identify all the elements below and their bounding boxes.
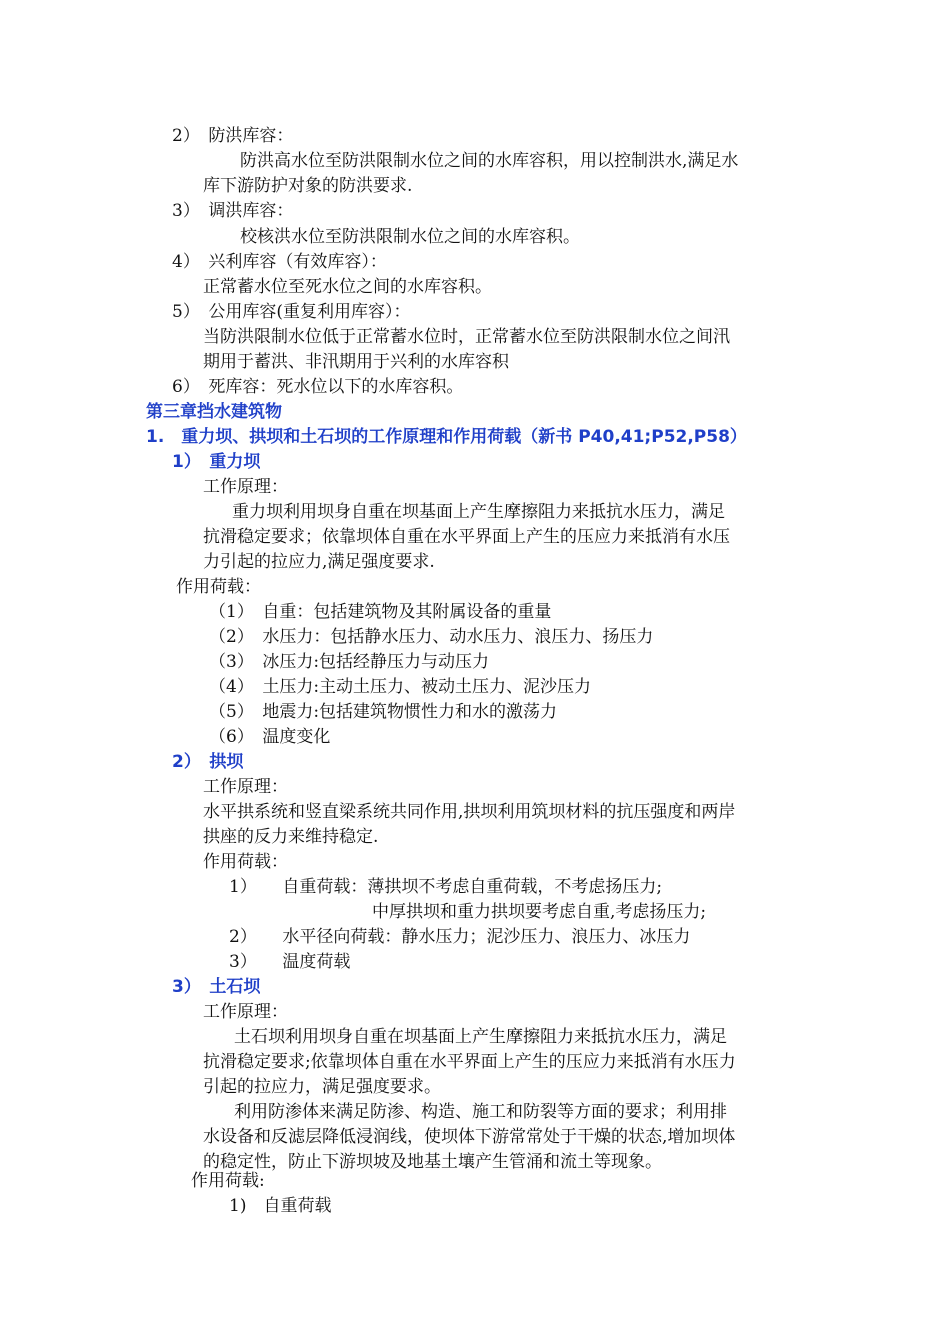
list-item: （2） 水压力：包括静水压力、动水压力、浪压力、扬压力: [209, 627, 654, 647]
paragraph-line: 水平拱系统和竖直梁系统共同作用,拱坝利用筑坝材料的抗压强度和两岸: [203, 802, 736, 822]
item-flood-control-capacity: 2） 防洪库容：: [172, 126, 294, 146]
paragraph-line: 防洪高水位至防洪限制水位之间的水库容积，用以控制洪水,满足水: [240, 151, 739, 171]
section-heading: 1. 重力坝、拱坝和土石坝的工作原理和作用荷载（新书 P40,41;P52,P58）: [146, 427, 747, 447]
list-item: 1) 自重荷载: [229, 1196, 332, 1216]
list-item: 3） 温度荷载: [229, 952, 351, 972]
list-item: （3） 冰压力:包括经静压力与动压力: [209, 652, 490, 672]
paragraph-line: 抗滑稳定要求；依靠坝体自重在水平界面上产生的压应力来抵消有水压: [203, 527, 730, 547]
paragraph-line: 的稳定性，防止下游坝坡及地基土壤产生管涌和流土等现象。: [203, 1152, 662, 1172]
paragraph-line: 土石坝利用坝身自重在坝基面上产生摩擦阻力来抵抗水压力，满足: [234, 1027, 727, 1047]
label-working-principle: 工作原理：: [203, 777, 288, 797]
paragraph-line: 引起的拉应力，满足强度要求。: [203, 1077, 441, 1097]
paragraph-line: 拱座的反力来维持稳定.: [203, 827, 379, 847]
subsection-gravity-dam: 1） 重力坝: [172, 452, 261, 472]
list-item: 2） 水平径向荷载：静水压力；泥沙压力、浪压力、冰压力: [229, 927, 691, 947]
subsection-earth-rock-dam: 3） 土石坝: [172, 977, 261, 997]
list-item: （1） 自重：包括建筑物及其附属设备的重量: [209, 602, 552, 622]
paragraph-line: 水设备和反滤层降低浸润线，使坝体下游常常处于干燥的状态,增加坝体: [203, 1127, 736, 1147]
list-item: 1） 自重荷载：薄拱坝不考虑自重荷载，不考虑扬压力;: [229, 877, 663, 897]
chapter-heading: 第三章挡水建筑物: [146, 402, 282, 422]
subsection-arch-dam: 2） 拱坝: [172, 752, 244, 772]
paragraph-line: 库下游防护对象的防洪要求.: [203, 176, 413, 196]
paragraph-line: 抗滑稳定要求;依靠坝体自重在水平界面上产生的压应力来抵消有水压力: [203, 1052, 736, 1072]
list-item-continuation: 中厚拱坝和重力拱坝要考虑自重,考虑扬压力;: [372, 902, 707, 922]
paragraph-line: 期用于蓄洪、非汛期用于兴利的水库容积: [203, 352, 509, 372]
paragraph-line: 正常蓄水位至死水位之间的水库容积。: [203, 277, 492, 297]
item-beneficial-capacity: 4） 兴利库容（有效库容）：: [172, 252, 387, 272]
label-loads: 作用荷载：: [203, 852, 288, 872]
label-loads: 作用荷载：: [176, 577, 261, 597]
item-flood-regulation-capacity: 3） 调洪库容：: [172, 201, 294, 221]
label-loads: 作用荷载:: [191, 1171, 265, 1191]
item-dead-capacity: 6） 死库容：死水位以下的水库容积。: [172, 377, 464, 397]
paragraph-line: 校核洪水位至防洪限制水位之间的水库容积。: [240, 227, 580, 247]
paragraph-line: 力引起的拉应力,满足强度要求.: [203, 552, 435, 572]
list-item: （4） 土压力:主动土压力、被动土压力、泥沙压力: [209, 677, 592, 697]
paragraph-line: 当防洪限制水位低于正常蓄水位时，正常蓄水位至防洪限制水位之间汛: [203, 327, 730, 347]
label-working-principle: 工作原理：: [203, 477, 288, 497]
paragraph-line: 重力坝利用坝身自重在坝基面上产生摩擦阻力来抵抗水压力，满足: [232, 502, 725, 522]
item-shared-capacity: 5） 公用库容(重复利用库容）：: [172, 302, 411, 322]
label-working-principle: 工作原理：: [203, 1002, 288, 1022]
list-item: （6） 温度变化: [209, 727, 331, 747]
paragraph-line: 利用防渗体来满足防渗、构造、施工和防裂等方面的要求；利用排: [234, 1102, 727, 1122]
list-item: （5） 地震力:包括建筑物惯性力和水的激荡力: [209, 702, 558, 722]
